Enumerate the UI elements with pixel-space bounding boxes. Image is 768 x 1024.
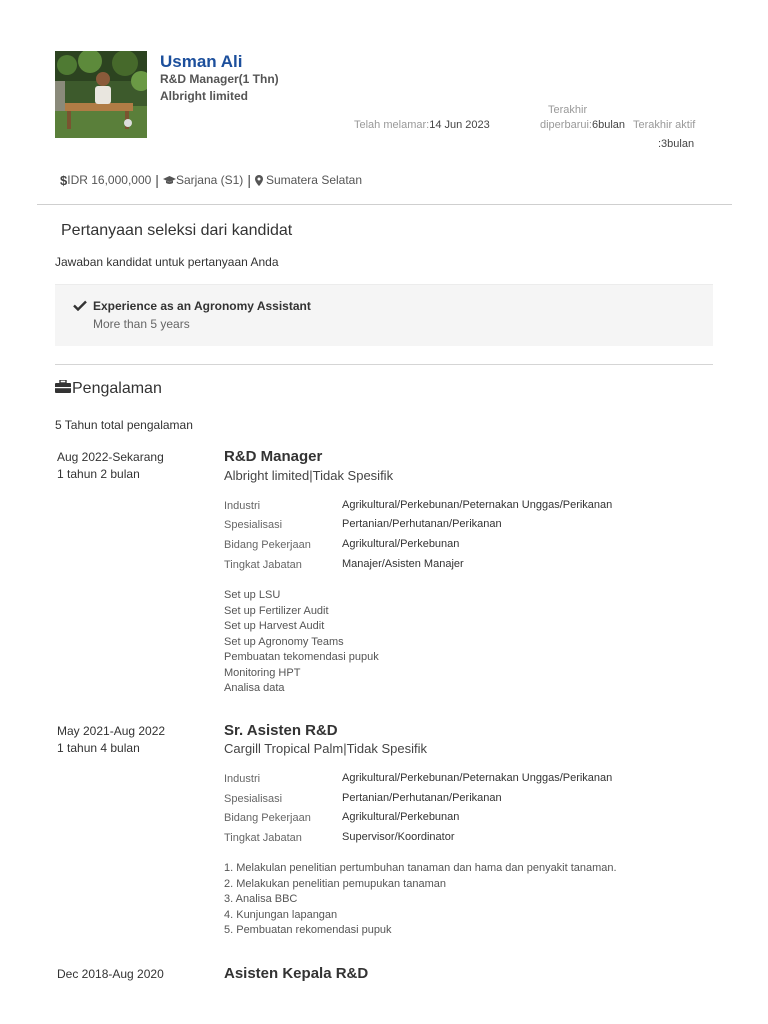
level-value: Manajer/Asisten Manajer (342, 558, 464, 570)
field-value: Agrikultural/Perkebunan (342, 811, 460, 823)
location-pin-icon (255, 173, 263, 187)
industry-label: Industri (224, 773, 261, 785)
applied-value: 14 Jun 2023 (429, 119, 490, 131)
industry-value: Agrikultural/Perkebunan/Peternakan Unggas/Perikanan (342, 499, 613, 511)
salary: IDR 16,000,000 (67, 173, 152, 187)
description-line: Monitoring HPT (224, 666, 301, 679)
active-value: :3bulan (658, 138, 695, 150)
description-line: 1. Melakulan penelitian pertumbuhan tanaman dan hama dan penyakit tanaman. (224, 862, 617, 874)
field-value: Agrikultural/Perkebunan (342, 538, 460, 550)
questions-title: Pertanyaan seleksi dari kandidat (61, 222, 293, 239)
job-duration: 1 tahun 2 bulan (57, 467, 140, 481)
experience-total: 5 Tahun total pengalaman (55, 418, 193, 432)
last-updated (540, 119, 625, 131)
check-icon (73, 298, 87, 316)
description-line: 5. Pembuatan rekomendasi pupuk (224, 924, 392, 936)
job-company: Albright limited|Tidak Spesifik (224, 468, 394, 483)
description-line: Set up LSU (224, 589, 281, 601)
question-answer-box (55, 284, 713, 346)
education: Sarjana (S1) (175, 173, 244, 187)
answer-text: More than 5 years (93, 317, 190, 331)
job-duration: 1 tahun 4 bulan (57, 741, 140, 755)
description-line: 4. Kunjungan lapangan (224, 908, 338, 921)
description-line: Set up Harvest Audit (224, 620, 325, 632)
job-title: Sr. Asisten R&D (224, 722, 338, 739)
graduation-cap-icon (163, 173, 176, 187)
briefcase-icon (55, 380, 71, 398)
level-label: Tingkat Jabatan (224, 832, 302, 844)
applied-date (354, 119, 490, 131)
job-description (224, 861, 617, 939)
job-period-dates: May 2021-Aug 2022 (57, 724, 166, 738)
description-line: 2. Melakukan penelitian pemupukan tanaman (224, 877, 446, 890)
separator: | (155, 172, 159, 188)
candidate-role: R&D Manager(1 Thn) (160, 72, 279, 86)
candidate-name[interactable]: Usman Ali (160, 52, 243, 71)
job-period (57, 449, 164, 483)
field-label: Bidang Pekerjaan (224, 539, 311, 551)
field-label: Bidang Pekerjaan (224, 812, 311, 824)
job-period (57, 723, 165, 757)
divider (55, 364, 713, 365)
specialization-label: Spesialisasi (224, 793, 283, 805)
job-company: Cargill Tropical Palm|Tidak Spesifik (224, 741, 428, 756)
question-text: Experience as an Agronomy Assistant (93, 299, 311, 313)
experience-title (55, 380, 162, 398)
updated-value: 6bulan (591, 119, 626, 131)
dollar-icon: $ (60, 172, 68, 188)
job-period-dates: Dec 2018-Aug 2020 (57, 967, 164, 981)
description-line: Set up Fertilizer Audit (224, 604, 329, 617)
separator: | (247, 172, 251, 188)
description-line: Analisa data (224, 682, 285, 694)
level-label: Tingkat Jabatan (224, 559, 302, 571)
specialization-value: Pertanian/Perhutanan/Perikanan (342, 518, 502, 530)
candidate-company: Albright limited (160, 89, 248, 103)
job-period-dates: Aug 2022-Sekarang (57, 450, 164, 464)
applied-label: Telah melamar: (354, 119, 430, 131)
divider (37, 204, 732, 205)
updated-label-line1: Terakhir (548, 104, 588, 116)
updated-label-line2: diperbarui: (540, 119, 592, 131)
description-line: 3. Analisa BBC (224, 893, 298, 905)
candidate-facts (60, 172, 362, 188)
job-title: Asisten Kepala R&D (224, 965, 369, 982)
location: Sumatera Selatan (265, 173, 363, 187)
job-title: R&D Manager (224, 448, 323, 465)
candidate-photo (55, 51, 147, 138)
description-line: Set up Agronomy Teams (224, 635, 344, 648)
job-description (224, 588, 379, 697)
questions-subtitle: Jawaban kandidat untuk pertanyaan Anda (55, 255, 279, 269)
industry-label: Industri (224, 500, 261, 512)
level-value: Supervisor/Koordinator (342, 831, 455, 843)
experience-title-text: Pengalaman (72, 380, 162, 397)
industry-value: Agrikultural/Perkebunan/Peternakan Unggas/Perikanan (342, 772, 613, 784)
specialization-value: Pertanian/Perhutanan/Perikanan (342, 792, 502, 804)
active-label: Terakhir aktif (633, 119, 696, 131)
job-period (57, 966, 164, 983)
description-line: Pembuatan tekomendasi pupuk (224, 651, 379, 663)
specialization-label: Spesialisasi (224, 519, 283, 531)
